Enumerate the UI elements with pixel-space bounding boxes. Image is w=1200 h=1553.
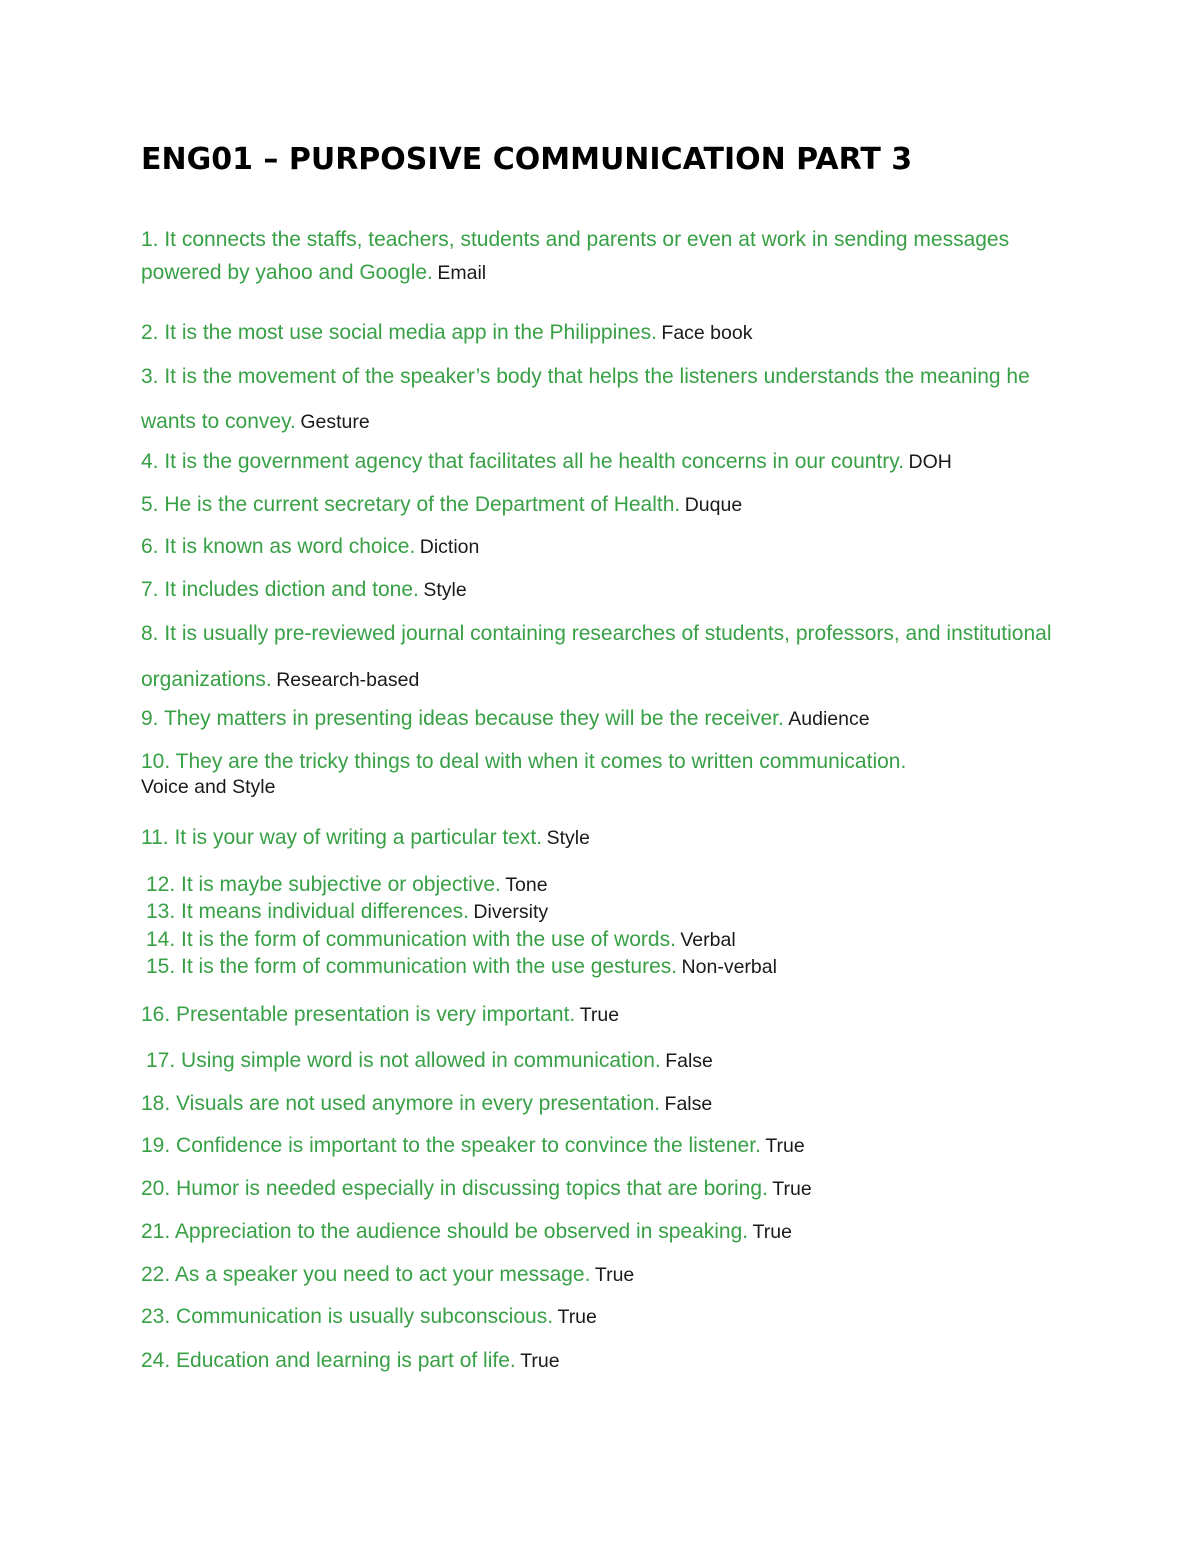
answer-text: Audience <box>788 708 870 730</box>
question-text: 18. Visuals are not used anymore in every presentation. <box>141 1092 661 1115</box>
question-text: 24. Education and learning is part of life. <box>141 1349 516 1372</box>
question-item <box>146 898 1076 928</box>
page-title: ENG01 – PURPOSIVE COMMUNICATION PART 3 <box>141 142 913 177</box>
question-text: 3. It is the movement of the speaker’s body that helps the listeners understands the meaning he wants to convey. <box>141 365 1030 433</box>
question-text: 22. As a speaker you need to act your message. <box>141 1263 591 1286</box>
question-item <box>141 355 1071 445</box>
answer-text: False <box>664 1093 713 1115</box>
answer-text: True <box>594 1264 635 1286</box>
answer-text: Tone <box>505 874 548 896</box>
question-text: 4. It is the government agency that facilitates all he health concerns in our country. <box>141 450 905 473</box>
question-text: 14. It is the form of communication with the use of words. <box>146 928 676 951</box>
question-item <box>141 612 1071 704</box>
question-item <box>141 1259 1071 1292</box>
answer-text: Email <box>437 262 487 284</box>
answer-text: True <box>752 1221 792 1243</box>
question-text: 7. It includes diction and tone. <box>141 578 419 601</box>
answer-text: True <box>557 1306 597 1328</box>
answer-text: True <box>579 1004 620 1026</box>
answer-text: True <box>520 1350 560 1372</box>
question-item <box>141 489 1071 522</box>
answer-text: Gesture <box>300 411 370 433</box>
question-item <box>141 1173 1071 1206</box>
question-text: 20. Humor is needed especially in discussing topics that are boring. <box>141 1177 768 1200</box>
question-text: 21. Appreciation to the audience should be observed in speaking. <box>141 1220 749 1243</box>
answer-text: Style <box>546 827 590 849</box>
question-item <box>146 871 1076 901</box>
question-item <box>141 822 1071 855</box>
question-text: 15. It is the form of communication with the use gestures. <box>146 955 678 978</box>
question-text: 17. Using simple word is not allowed in communication. <box>146 1049 661 1072</box>
question-item <box>141 1088 1071 1121</box>
answer-text: Diversity <box>473 901 549 923</box>
answer-text: Voice and Style <box>141 776 276 798</box>
question-text: 9. They matters in presenting ideas because they will be the receiver. <box>141 707 784 730</box>
question-item <box>141 999 1071 1032</box>
question-text: 19. Confidence is important to the speaker to convince the listener. <box>141 1134 761 1157</box>
answer-text: Research-based <box>276 669 420 691</box>
answer-text: False <box>665 1050 713 1072</box>
question-item <box>146 926 1076 956</box>
question-text: 8. It is usually pre-reviewed journal containing researches of students, professors, and institutional organizations. <box>141 622 1052 691</box>
answer-text: DOH <box>908 451 952 473</box>
question-text: 11. It is your way of writing a particular text. <box>141 826 543 849</box>
question-text: 5. He is the current secretary of the Department of Health. <box>141 493 681 516</box>
question-text: 23. Communication is usually subconscious. <box>141 1305 554 1328</box>
question-item <box>146 953 1076 983</box>
answer-text: Duque <box>684 494 743 516</box>
answer-text: Face book <box>661 322 753 344</box>
question-item <box>141 703 1071 736</box>
question-item <box>141 446 1071 479</box>
question-item <box>141 1216 1071 1249</box>
answer-line <box>141 773 1071 803</box>
answer-text: True <box>772 1178 812 1200</box>
question-text: 10. They are the tricky things to deal with when it comes to written communication. <box>141 750 907 773</box>
question-text: 1. It connects the staffs, teachers, students and parents or even at work in sending messages powered by yahoo and Google. <box>141 228 1010 284</box>
question-text: 12. It is maybe subjective or objective. <box>146 873 501 896</box>
question-item <box>146 1045 1076 1078</box>
answer-text: Non-verbal <box>681 956 777 978</box>
question-text: 6. It is known as word choice. <box>141 535 416 558</box>
question-item <box>141 574 1071 607</box>
question-text: 13. It means individual differences. <box>146 900 469 923</box>
question-text: 2. It is the most use social media app in the Philippines. <box>141 321 657 344</box>
answer-text: True <box>765 1135 805 1157</box>
question-item <box>141 224 1071 290</box>
question-item <box>141 1301 1071 1334</box>
question-item <box>141 1345 1071 1378</box>
question-item <box>141 317 1071 350</box>
answer-text: Verbal <box>680 929 736 951</box>
question-item <box>141 1130 1071 1163</box>
answer-text: Style <box>423 579 467 601</box>
question-item <box>141 531 1071 564</box>
answer-text: Diction <box>419 536 480 558</box>
question-text: 16. Presentable presentation is very important. <box>141 1003 576 1026</box>
